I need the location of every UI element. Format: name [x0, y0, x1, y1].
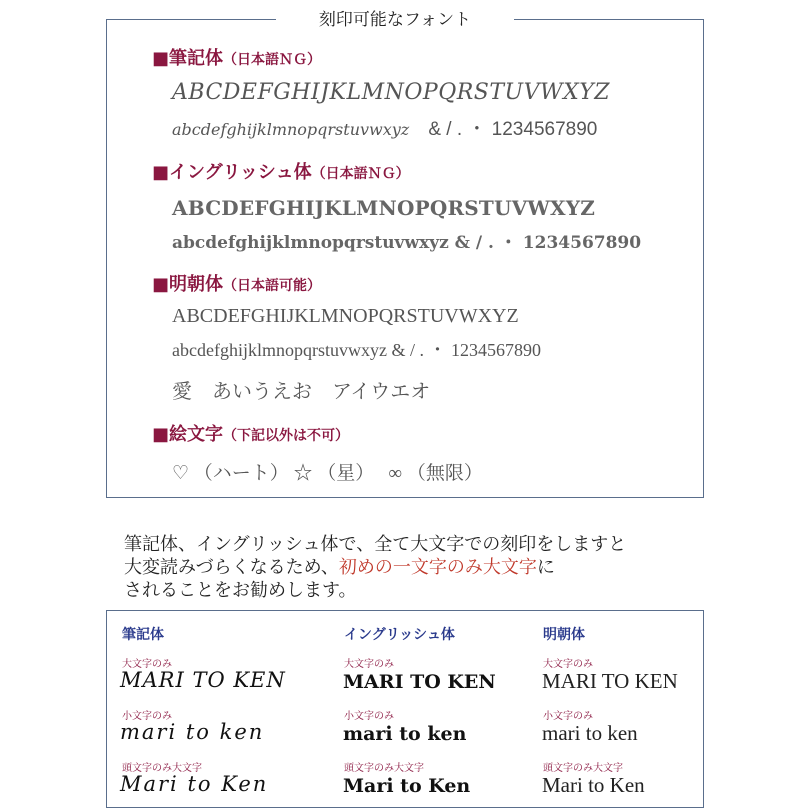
section-heading-script [152, 44, 321, 70]
example-blackletter-lower: mari to ken [343, 723, 467, 745]
advice-line-2 [124, 556, 555, 579]
section-heading-script-label: ■筆記体 [152, 48, 224, 69]
section-heading-mincho-note: （日本語可能） [223, 278, 322, 294]
advice-line-3: されることをお勧めします。 [124, 580, 357, 601]
examples-heading-script: 筆記体 [122, 627, 164, 643]
example-mincho-upper: MARI TO KEN [542, 669, 678, 693]
example-mincho-lower: mari to ken [542, 721, 638, 745]
section-heading-blackletter-note: （日本語ＮＧ） [311, 166, 410, 182]
section-heading-blackletter [152, 158, 410, 184]
blackletter-uppercase-sample: ABCDEFGHIJKLMNOPQRSTUVWXYZ [172, 196, 596, 220]
example-label-blackletter-upper: 大文字のみ [344, 659, 394, 670]
advice-line-2-pre: 大変読みづらくなるため、 [124, 557, 339, 578]
examples-heading-blackletter: イングリッシュ体 [344, 627, 455, 643]
section-heading-pictograph-note: （下記以外は不可） [223, 428, 350, 444]
example-script-upper: MARI TO KEN [120, 668, 286, 692]
example-blackletter-capitalized: Mari to Ken [343, 775, 471, 797]
example-blackletter-upper: MARI TO KEN [343, 671, 496, 693]
script-uppercase-sample: ABCDEFGHIJKLMNOPQRSTUVWXYZ [172, 80, 611, 105]
section-heading-mincho-label: ■明朝体 [152, 274, 224, 295]
examples-heading-mincho: 明朝体 [543, 627, 585, 643]
mincho-lowercase-sample: abcdefghijklmnopqrstuvwxyz & / . ・ 1234567890 [172, 340, 541, 360]
example-script-lower: mari to ken [120, 720, 265, 744]
advice-line-2-post: に [536, 557, 555, 578]
advice-emphasis: 初めの一文字のみ大文字 [338, 557, 537, 578]
example-label-blackletter-capitalized: 頭文字のみ大文字 [344, 763, 424, 774]
section-heading-pictograph-label: ■絵文字 [152, 424, 224, 445]
example-label-mincho-upper: 大文字のみ [543, 659, 593, 670]
script-lowercase-sample: abcdefghijklmnopqrstuvwxyz [172, 120, 410, 139]
section-heading-blackletter-label: ■イングリッシュ体 [152, 162, 312, 183]
script-symbols-sample: & / . ・ 1234567890 [428, 119, 598, 140]
blackletter-lowercase-sample: abcdefghijklmnopqrstuvwxyz & / . ・ 1234567890 [172, 233, 642, 253]
pictograph-sample: ♡ （ハート） ☆ （星） ∞ （無限） [172, 463, 483, 484]
section-heading-pictograph [152, 420, 349, 446]
section-heading-mincho [152, 270, 321, 296]
example-label-mincho-capitalized: 頭文字のみ大文字 [543, 763, 623, 774]
script-lowercase-row [172, 114, 597, 141]
mincho-uppercase-sample: ABCDEFGHIJKLMNOPQRSTUVWXYZ [172, 305, 519, 327]
example-mincho-capitalized: Mari to Ken [542, 773, 645, 797]
example-label-script-upper: 大文字のみ [122, 659, 172, 670]
font-list-title: 刻印可能なフォント [276, 6, 514, 34]
mincho-japanese-sample: 愛 あいうえお アイウエオ [172, 381, 431, 403]
section-heading-script-note: （日本語ＮＧ） [223, 52, 322, 68]
example-label-script-capitalized: 頭文字のみ大文字 [122, 763, 202, 774]
advice-line-1: 筆記体、イングリッシュ体で、全て大文字での刻印をしますと [124, 534, 627, 555]
example-label-blackletter-lower: 小文字のみ [344, 711, 394, 722]
example-script-capitalized: Mari to Ken [120, 772, 269, 796]
example-label-script-lower: 小文字のみ [122, 711, 172, 722]
example-label-mincho-lower: 小文字のみ [543, 711, 593, 722]
